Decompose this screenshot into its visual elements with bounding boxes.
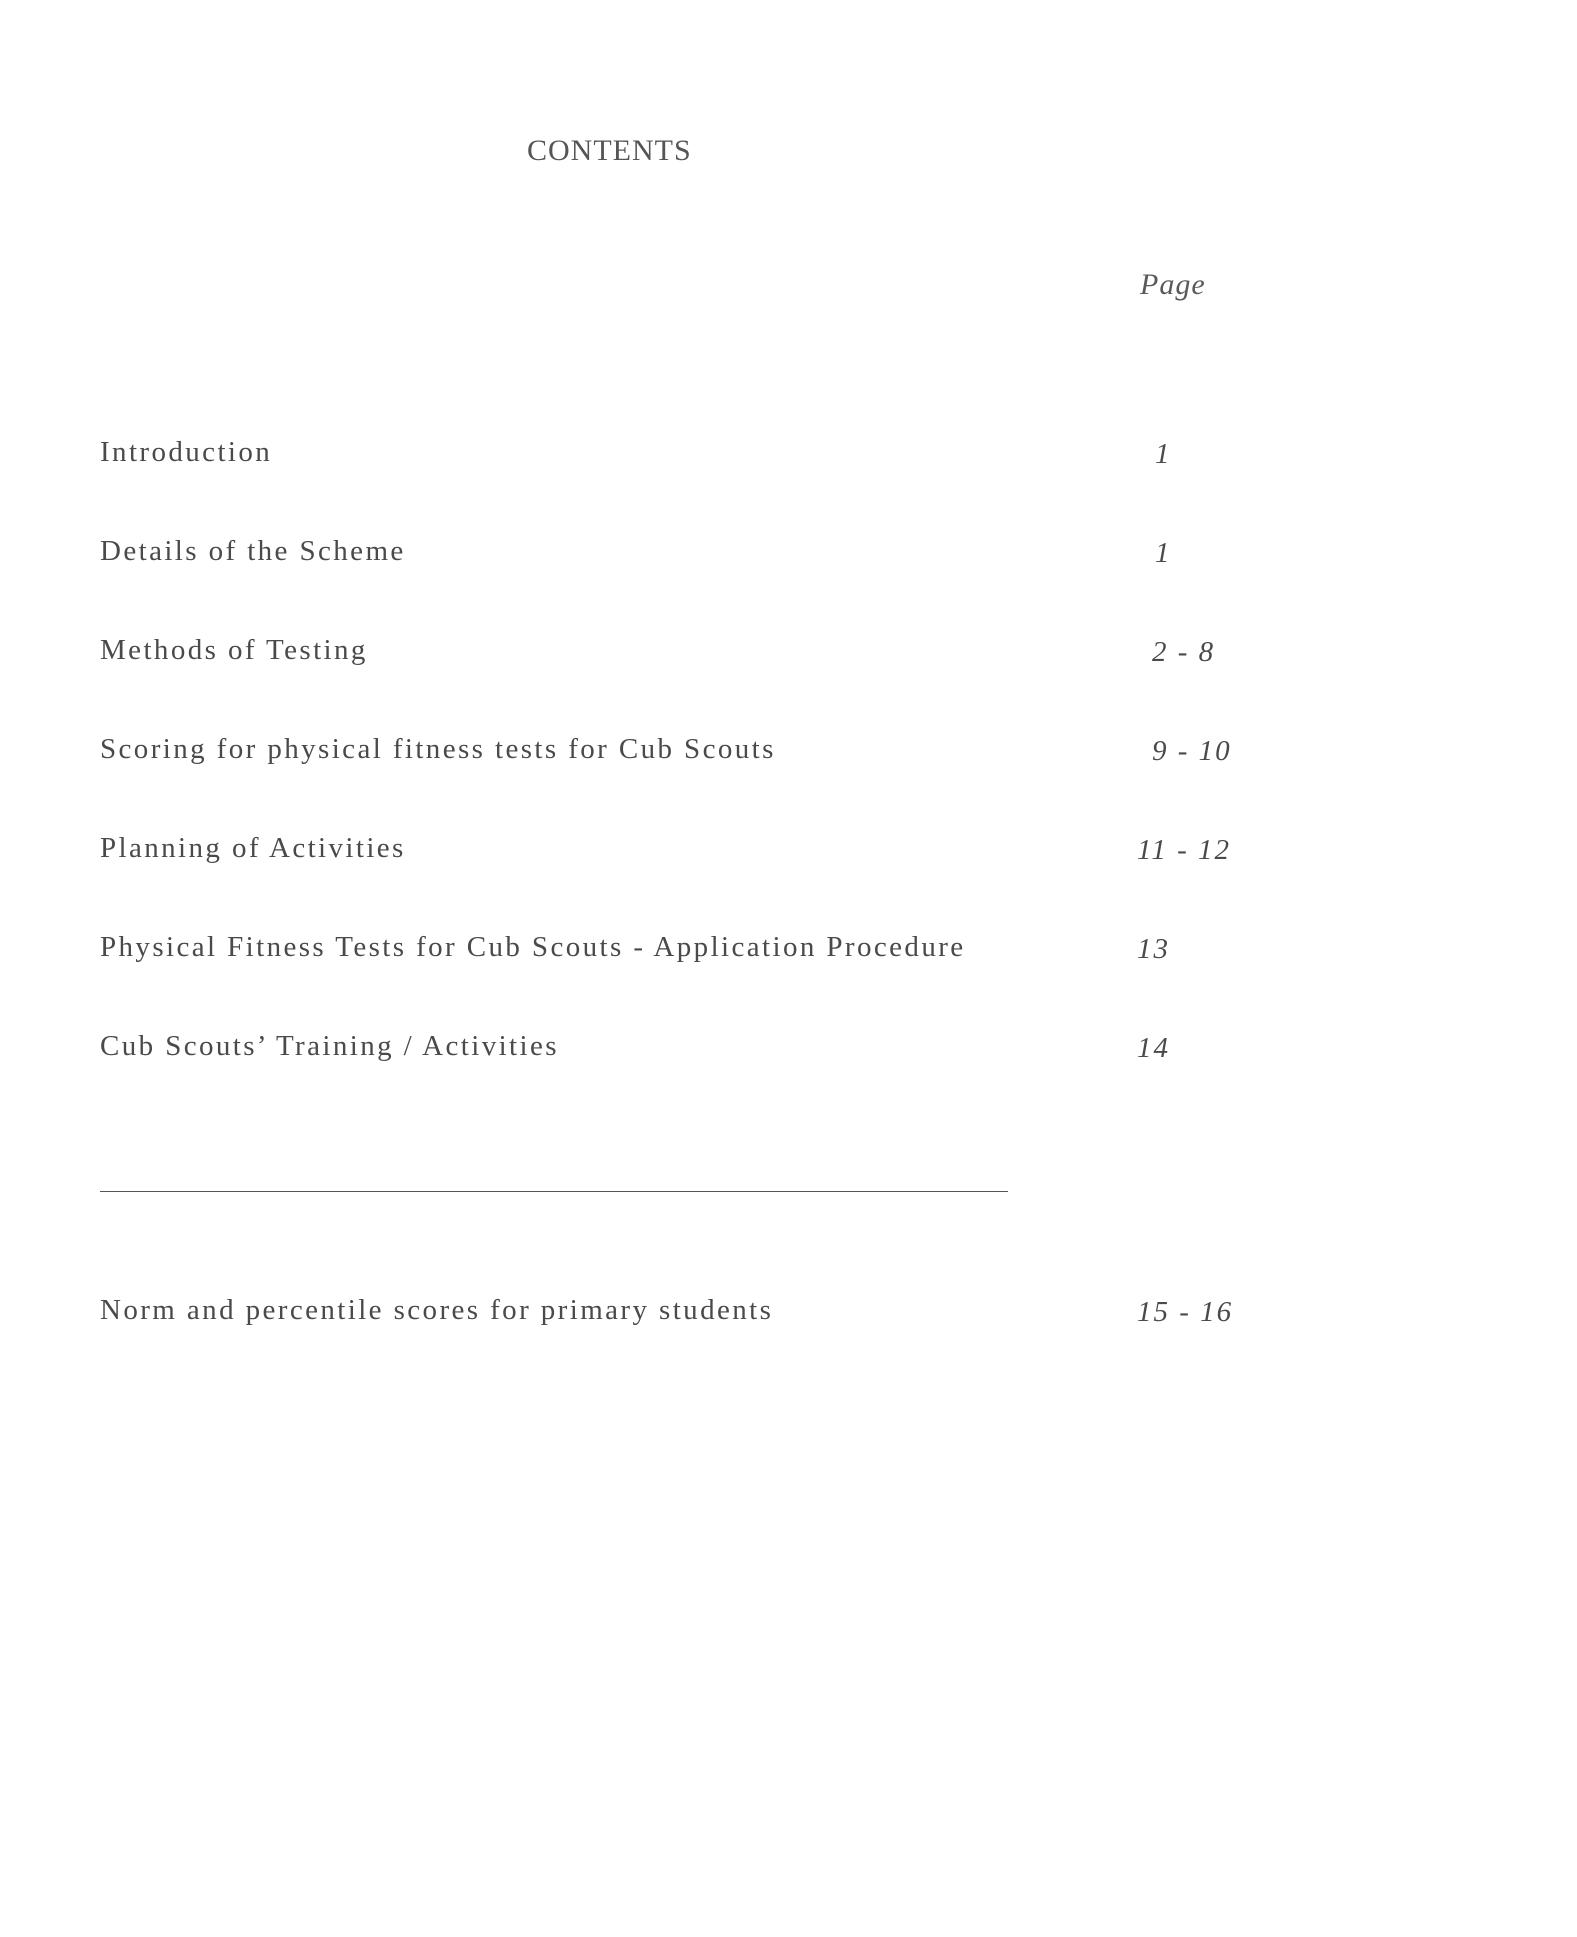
toc-entry-introduction[interactable] <box>100 436 1300 480</box>
toc-entry-page: 1 <box>1155 438 1172 470</box>
toc-entry-page: 9 - 10 <box>1152 735 1232 767</box>
toc-entry-label: Introduction <box>100 436 273 468</box>
toc-entry-page: 1 <box>1155 537 1172 569</box>
section-divider <box>100 1191 1008 1192</box>
toc-entry-methods-of-testing[interactable] <box>100 634 1300 678</box>
toc-entry-label: Physical Fitness Tests for Cub Scouts - Application Procedure <box>100 931 966 963</box>
toc-entry-planning[interactable] <box>100 832 1300 876</box>
toc-entry-label: Cub Scouts’ Training / Activities <box>100 1030 559 1062</box>
toc-entry-application-procedure[interactable] <box>100 931 1300 975</box>
toc-entry-page: 2 - 8 <box>1152 636 1216 668</box>
toc-entry-page: 14 <box>1137 1032 1170 1064</box>
toc-entry-norm-percentile[interactable] <box>100 1294 1300 1338</box>
toc-entry-page: 11 - 12 <box>1137 834 1232 866</box>
toc-entry-training-activities[interactable] <box>100 1030 1300 1074</box>
toc-entry-label: Scoring for physical fitness tests for Cub Scouts <box>100 733 776 765</box>
toc-entry-label: Details of the Scheme <box>100 535 406 567</box>
page-column-header: Page <box>1140 268 1206 301</box>
toc-entry-label: Methods of Testing <box>100 634 368 666</box>
toc-entry-page: 13 <box>1137 933 1170 965</box>
toc-entry-page: 15 - 16 <box>1137 1296 1234 1328</box>
toc-entry-label: Norm and percentile scores for primary students <box>100 1294 774 1326</box>
toc-entry-scoring[interactable] <box>100 733 1300 777</box>
toc-entry-details-of-scheme[interactable] <box>100 535 1300 579</box>
toc-entry-label: Planning of Activities <box>100 832 406 864</box>
page-title: CONTENTS <box>527 134 692 167</box>
